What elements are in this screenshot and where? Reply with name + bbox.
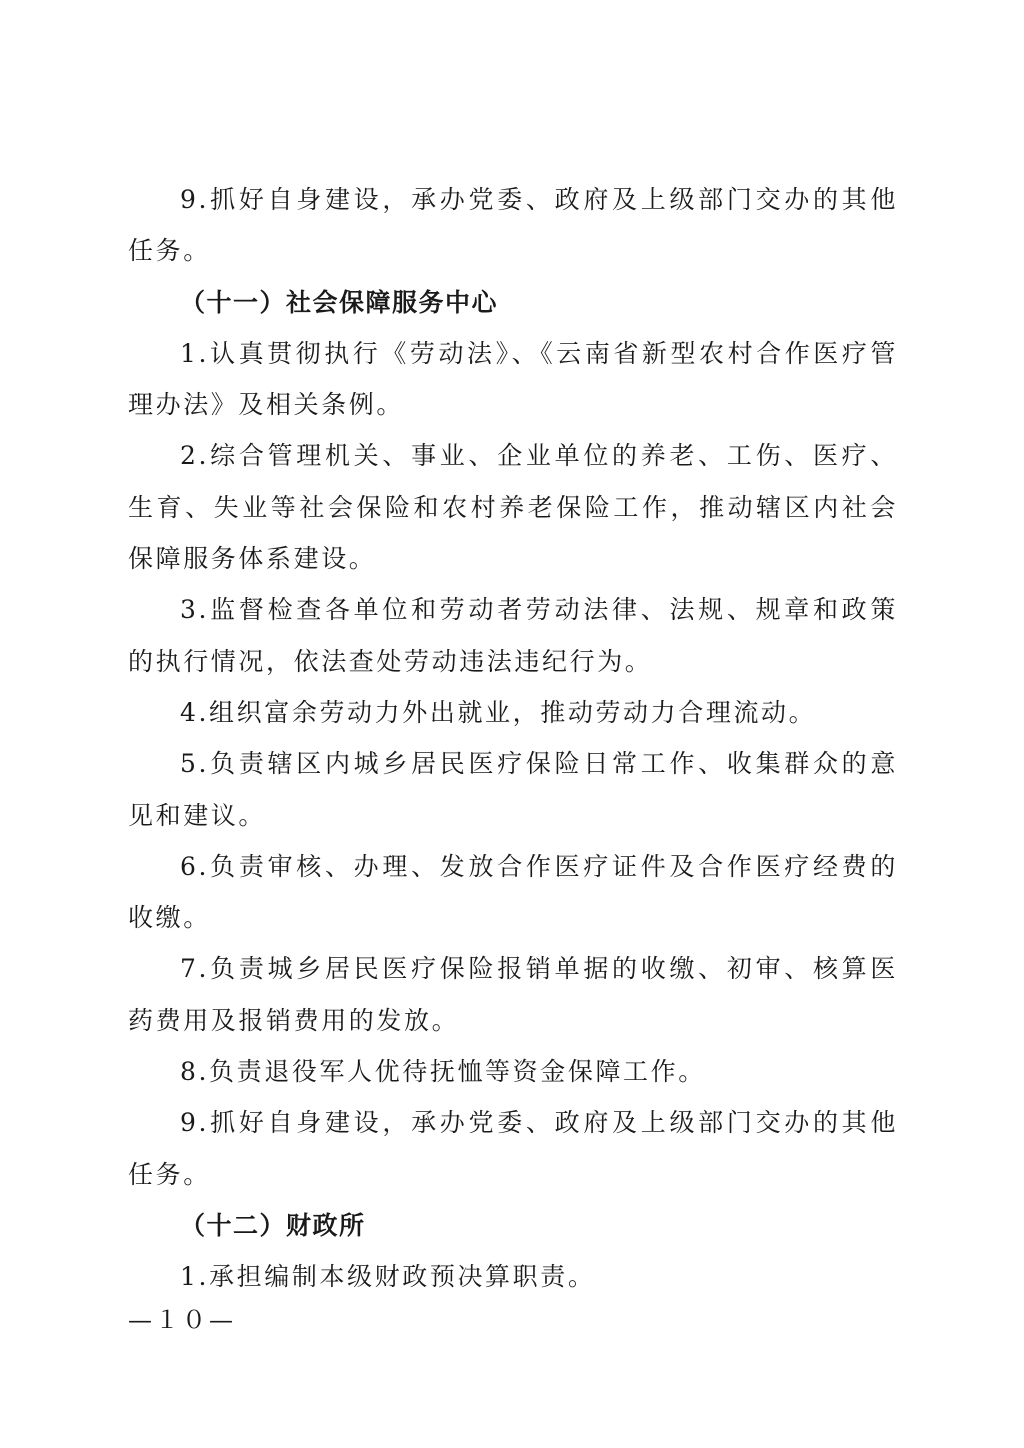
- paragraph-item-1-labor-law: 1.认真贯彻执行《劳动法》、《云南省新型农村合作医疗管理办法》及相关条例。: [128, 338, 898, 420]
- page-number: —１０—: [128, 1306, 236, 1334]
- section-heading-social-security-center: （十一）社会保障服务中心: [180, 287, 499, 317]
- paragraph-item-5-medical-insurance: 5.负责辖区内城乡居民医疗保险日常工作、收集群众的意见和建议。: [128, 749, 898, 830]
- paragraph-item-9-party-tasks: 9.抓好自身建设，承办党委、政府及上级部门交办的其他任务。: [128, 185, 898, 266]
- paragraph-item-6-medical-certificates: 6.负责审核、办理、发放合作医疗证件及合作医疗经费的收缴。: [128, 851, 898, 933]
- section-heading-finance-office: （十二）财政所: [180, 1210, 366, 1240]
- paragraph-item-3-supervision: 3.监督检查各单位和劳动者劳动法律、法规、规章和政策的执行情况，依法查处劳动违法违纪行为。: [128, 595, 898, 676]
- paragraph-item-7-reimbursement: 7.负责城乡居民医疗保险报销单据的收缴、初审、核算医药费用及报销费用的发放。: [128, 954, 898, 1035]
- paragraph-item-9-other-tasks: 9.抓好自身建设，承办党委、政府及上级部门交办的其他任务。: [128, 1108, 898, 1189]
- document-body: [128, 174, 898, 1303]
- paragraph-item-1-budget: 1.承担编制本级财政预决算职责。: [180, 1262, 596, 1292]
- paragraph-item-8-veterans: 8.负责退役军人优待抚恤等资金保障工作。: [180, 1057, 706, 1087]
- paragraph-item-2-social-insurance: 2.综合管理机关、事业、企业单位的养老、工伤、医疗、生育、失业等社会保险和农村养老保险工作，推动辖区内社会保障服务体系建设。: [128, 441, 898, 574]
- paragraph-item-4-employment: 4.组织富余劳动力外出就业，推动劳动力合理流动。: [180, 697, 817, 727]
